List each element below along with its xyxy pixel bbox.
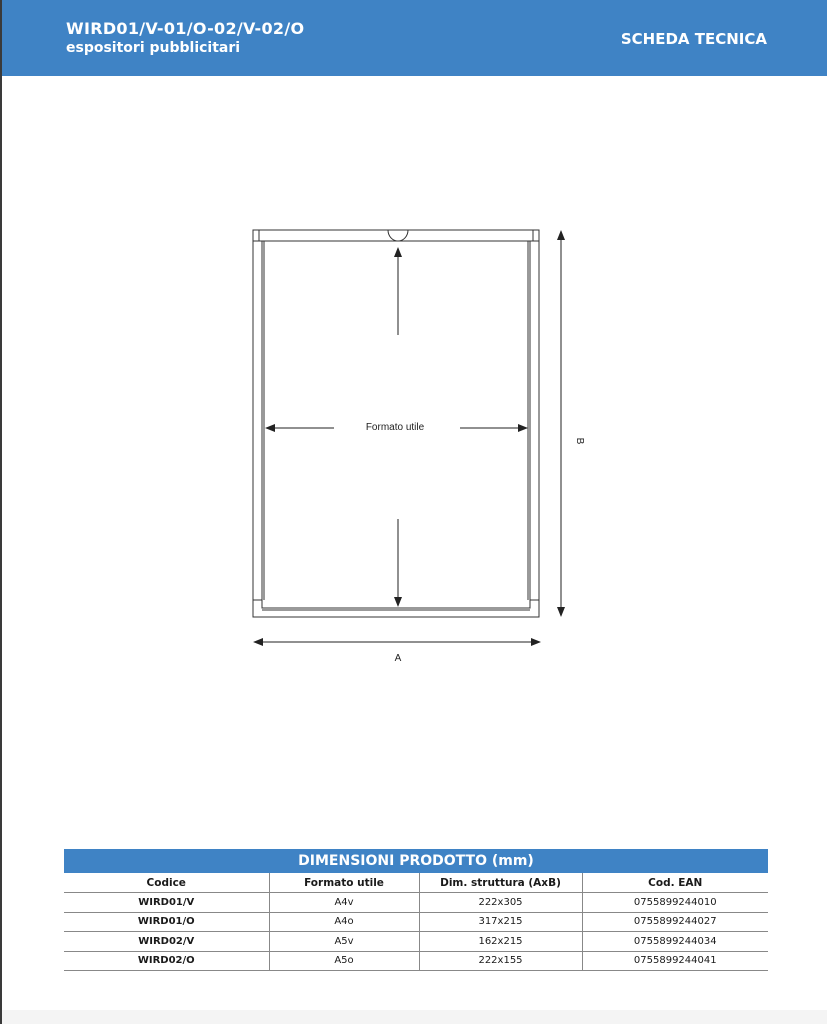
col-ean: Cod. EAN — [582, 873, 768, 893]
table-title: DIMENSIONI PRODOTTO (mm) — [64, 849, 768, 873]
cell-dim: 222x305 — [419, 893, 582, 913]
product-code-title: WIRD01/V-01/O-02/V-02/O — [66, 19, 305, 38]
table-row — [64, 932, 768, 952]
cell-ean: 0755899244027 — [582, 912, 768, 932]
cell-format: A5v — [269, 932, 419, 952]
cell-format: A4v — [269, 893, 419, 913]
cell-code: WIRD01/O — [64, 912, 269, 932]
dimension-b-label: B — [574, 437, 585, 445]
dimension-a-label: A — [394, 653, 402, 664]
dimensions-table — [64, 849, 768, 971]
cell-code: WIRD02/V — [64, 932, 269, 952]
thumb-notch — [388, 230, 408, 241]
col-dim: Dim. struttura (AxB) — [419, 873, 582, 893]
cell-format: A4o — [269, 912, 419, 932]
cell-code: WIRD01/V — [64, 893, 269, 913]
format-label: Formato utile — [365, 422, 425, 433]
cell-format: A5o — [269, 951, 419, 971]
cell-ean: 0755899244010 — [582, 893, 768, 913]
cell-dim: 222x155 — [419, 951, 582, 971]
frame-bottom-profile — [253, 600, 539, 608]
table-header-row — [64, 873, 768, 893]
table-row — [64, 912, 768, 932]
cell-ean: 0755899244041 — [582, 951, 768, 971]
cell-code: WIRD02/O — [64, 951, 269, 971]
cell-ean: 0755899244034 — [582, 932, 768, 952]
table-row — [64, 893, 768, 913]
cell-dim: 317x215 — [419, 912, 582, 932]
col-formato: Formato utile — [269, 873, 419, 893]
cell-dim: 162x215 — [419, 932, 582, 952]
col-codice: Codice — [64, 873, 269, 893]
table-row — [64, 951, 768, 971]
product-subtitle: espositori pubblicitari — [66, 40, 241, 56]
doc-type-label: SCHEDA TECNICA — [620, 30, 767, 48]
page-bottom-band — [2, 1010, 827, 1024]
